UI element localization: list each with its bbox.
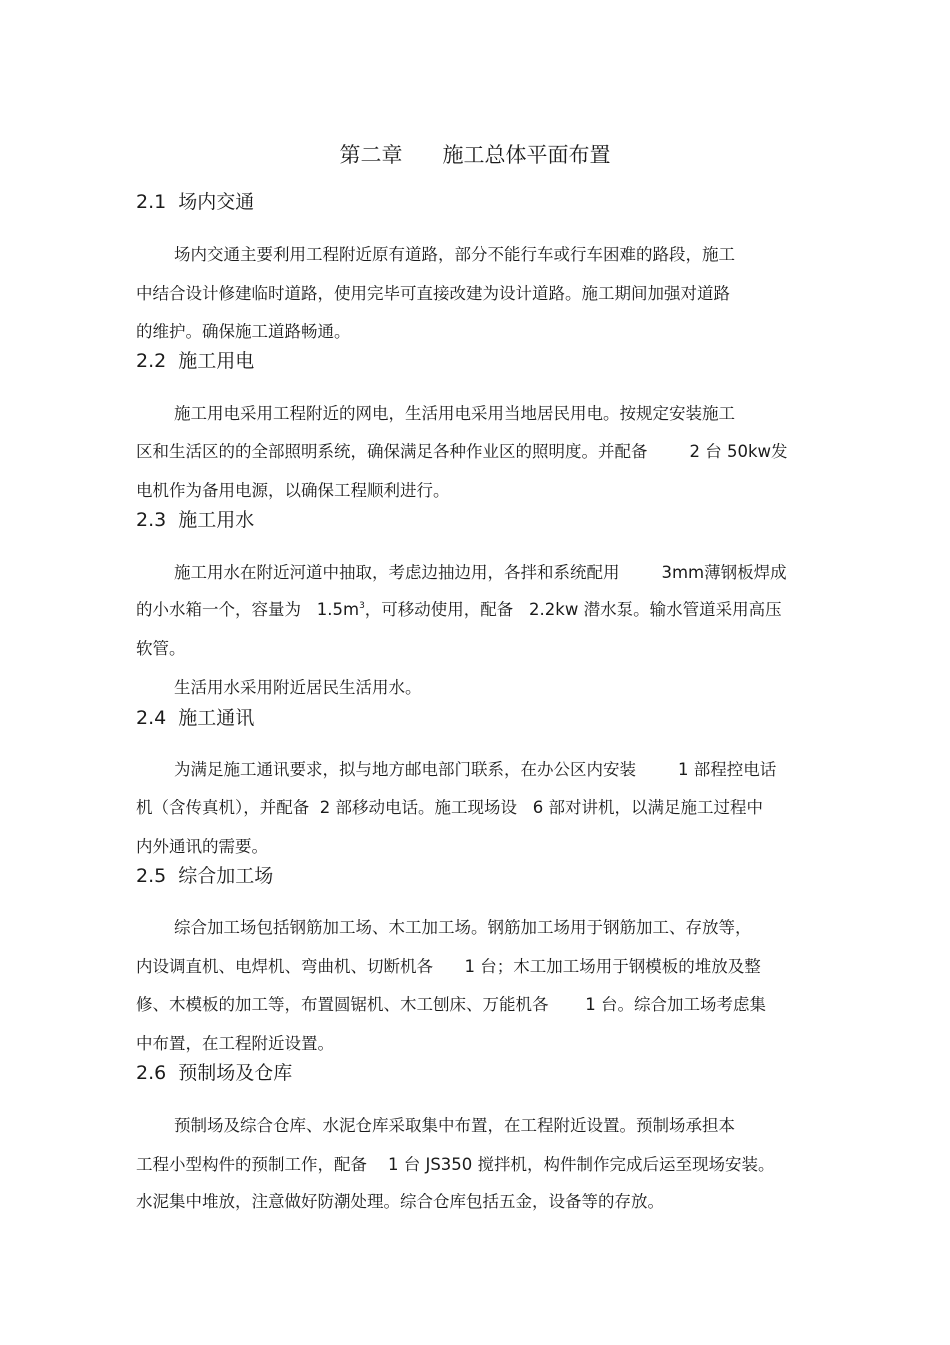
paragraph-line: 综合加工场包括钢筋加工场、木工加工场。钢筋加工场用于钢筋加工、存放等， bbox=[174, 918, 752, 937]
paragraph-line-with-superscript bbox=[136, 599, 782, 621]
paragraph-line: 场内交通主要利用工程附近原有道路，部分不能行车或行车困难的路段，施工 bbox=[174, 245, 735, 264]
paragraph-line: 区和生活区的的全部照明系统，确保满足各种作业区的照明度。并配备 2 台 50kw发 bbox=[136, 442, 788, 461]
paragraph-line: 机（含传真机），并配备 2 部移动电话。施工现场设 6 部对讲机，以满足施工过程中 bbox=[136, 798, 763, 817]
paragraph-line: 内外通讯的需要。 bbox=[136, 837, 268, 856]
paragraph-line: 软管。 bbox=[136, 639, 186, 658]
chapter-title: 第二章 施工总体平面布置 bbox=[339, 143, 611, 167]
paragraph-line: 为满足施工通讯要求，拟与地方邮电部门联系，在办公区内安装 1 部程控电话 bbox=[174, 760, 777, 779]
paragraph-line: 施工用电采用工程附近的网电，生活用电采用当地居民用电。按规定安装施工 bbox=[174, 404, 735, 423]
paragraph-line: 工程小型构件的预制工作，配备 1 台 JS350 搅拌机，构件制作完成后运至现场安装。 bbox=[136, 1155, 775, 1174]
section-heading-2-5: 2.5 综合加工场 bbox=[136, 865, 274, 887]
paragraph-line: 水泥集中堆放，注意做好防潮处理。综合仓库包括五金，设备等的存放。 bbox=[136, 1192, 664, 1211]
paragraph-line: 电机作为备用电源，以确保工程顺利进行。 bbox=[136, 481, 450, 500]
text-run: 的小水箱一个，容量为 1.5m bbox=[136, 600, 360, 619]
paragraph-line: 生活用水采用附近居民生活用水。 bbox=[174, 678, 422, 697]
paragraph-line: 的维护。确保施工道路畅通。 bbox=[136, 322, 351, 341]
section-heading-2-1: 2.1 场内交通 bbox=[136, 191, 255, 213]
text-run: ，可移动使用，配备 2.2kw 潜水泵。输水管道采用高压 bbox=[364, 600, 782, 619]
paragraph-line: 修、木模板的加工等，布置圆锯机、木工刨床、万能机各 1 台。综合加工场考虑集 bbox=[136, 995, 766, 1014]
paragraph-line: 施工用水在附近河道中抽取，考虑边抽边用，各拌和系统配用 3mm薄钢板焊成 bbox=[174, 563, 787, 582]
section-heading-2-2: 2.2 施工用电 bbox=[136, 350, 255, 372]
section-heading-2-6: 2.6 预制场及仓库 bbox=[136, 1062, 293, 1084]
section-heading-2-3: 2.3 施工用水 bbox=[136, 509, 255, 531]
paragraph-line: 中结合设计修建临时道路，使用完毕可直接改建为设计道路。施工期间加强对道路 bbox=[136, 284, 730, 303]
superscript: 3 bbox=[359, 600, 365, 611]
paragraph-line: 预制场及综合仓库、水泥仓库采取集中布置，在工程附近设置。预制场承担本 bbox=[174, 1116, 735, 1135]
paragraph-line: 内设调直机、电焊机、弯曲机、切断机各 1 台；木工加工场用于钢模板的堆放及整 bbox=[136, 957, 761, 976]
section-heading-2-4: 2.4 施工通讯 bbox=[136, 707, 255, 729]
paragraph-line: 中布置，在工程附近设置。 bbox=[136, 1034, 334, 1053]
